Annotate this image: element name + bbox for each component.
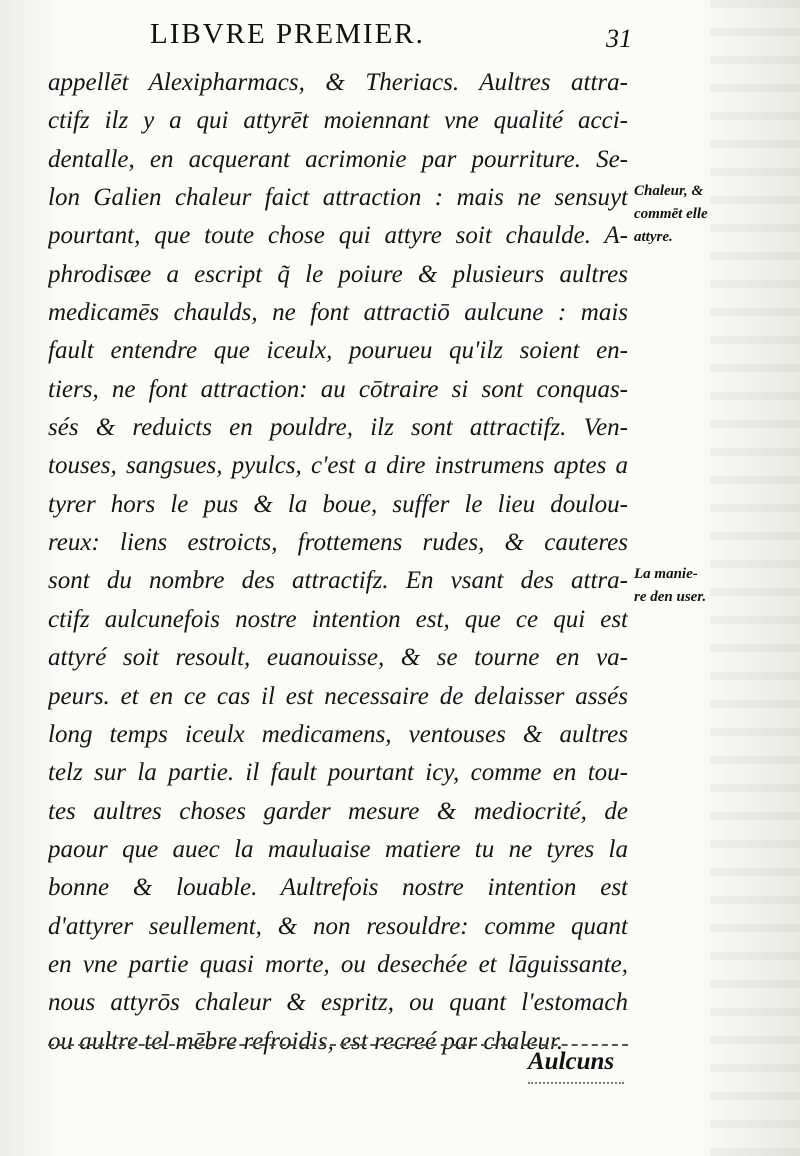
text-line: fault entendre que iceulx, pourueu qu'ilz soient en- bbox=[48, 337, 628, 365]
text-line: pourtant, que toute chose qui attyre soit chaulde. A- bbox=[48, 222, 628, 250]
text-line: peurs. et en ce cas il est necessaire de delaisser assés bbox=[48, 682, 628, 710]
text-line: attyré soit resoult, euanouisse, & se tourne en va- bbox=[48, 644, 628, 672]
margin-note-line: commēt elle bbox=[634, 206, 708, 222]
text-line: paour que auec la mauluaise matiere tu ne tyres la bbox=[48, 835, 628, 863]
margin-note-line: attyre. bbox=[634, 229, 673, 245]
text-line: long temps iceulx medicamens, ventouses & aultres bbox=[48, 720, 628, 748]
text-line: dentalle, en acquerant acrimonie par pourriture. Se- bbox=[48, 145, 628, 173]
text-line: telz sur la partie. il fault pourtant icy, comme en tou- bbox=[48, 759, 628, 787]
text-line: lon Galien chaleur faict attraction : mais ne sensuyt bbox=[48, 184, 628, 212]
margin-note-line: La manie- bbox=[634, 566, 698, 582]
text-line: tyrer hors le pus & la boue, suffer le lieu doulou- bbox=[48, 490, 628, 518]
catchword: Aulcuns bbox=[528, 1048, 615, 1075]
margin-note-maniere bbox=[634, 563, 706, 609]
text-line: ou aultre tel mēbre refroidis, est recreé par chaleur. bbox=[48, 1027, 564, 1055]
text-line: tiers, ne font attraction: au cōtraire si sont conquas- bbox=[48, 375, 628, 403]
main-text-block bbox=[48, 64, 628, 1061]
page-number: 31 bbox=[606, 24, 632, 53]
bleed-through-shadow bbox=[710, 0, 800, 1156]
catchword-underline bbox=[528, 1082, 624, 1084]
text-line: touses, sangsues, pyulcs, c'est a dire instrumens aptes a bbox=[48, 452, 628, 480]
running-title: LIBVRE PREMIER. bbox=[150, 18, 425, 50]
text-line: tes aultres choses garder mesure & mediocrité, de bbox=[48, 797, 628, 825]
text-line: medicamēs chaulds, ne font attractiō aulcune : mais bbox=[48, 299, 628, 327]
text-line: appellēt Alexipharmacs, & Theriacs. Aultres attra- bbox=[48, 69, 628, 96]
text-line: phrodisæe a escript q̃ le poiure & plusieurs aultres bbox=[48, 260, 628, 288]
text-line: bonne & louable. Aultrefois nostre intention est bbox=[48, 874, 628, 902]
text-line: nous attyrōs chaleur & espritz, ou quant l'estomach bbox=[48, 989, 628, 1017]
text-line: sés & reduicts en pouldre, ilz sont attractifz. Ven- bbox=[48, 414, 628, 442]
text-line: reux: liens estroicts, frottemens rudes, & cauteres bbox=[48, 529, 628, 557]
margin-note-chaleur bbox=[634, 180, 708, 249]
text-line: ctifz ilz y a qui attyrēt moiennant vne qualité acci- bbox=[48, 107, 628, 135]
margin-note-line: Chaleur, & bbox=[634, 183, 704, 199]
text-line: d'attyrer seullement, & non resouldre: comme quant bbox=[48, 912, 628, 940]
text-line: en vne partie quasi morte, ou desechée et lāguissante, bbox=[48, 950, 628, 978]
margin-note-line: re den user. bbox=[634, 589, 707, 605]
text-line: ctifz aulcunefois nostre intention est, que ce qui est bbox=[48, 605, 628, 633]
text-line: sont du nombre des attractifz. En vsant des attra- bbox=[48, 567, 628, 595]
